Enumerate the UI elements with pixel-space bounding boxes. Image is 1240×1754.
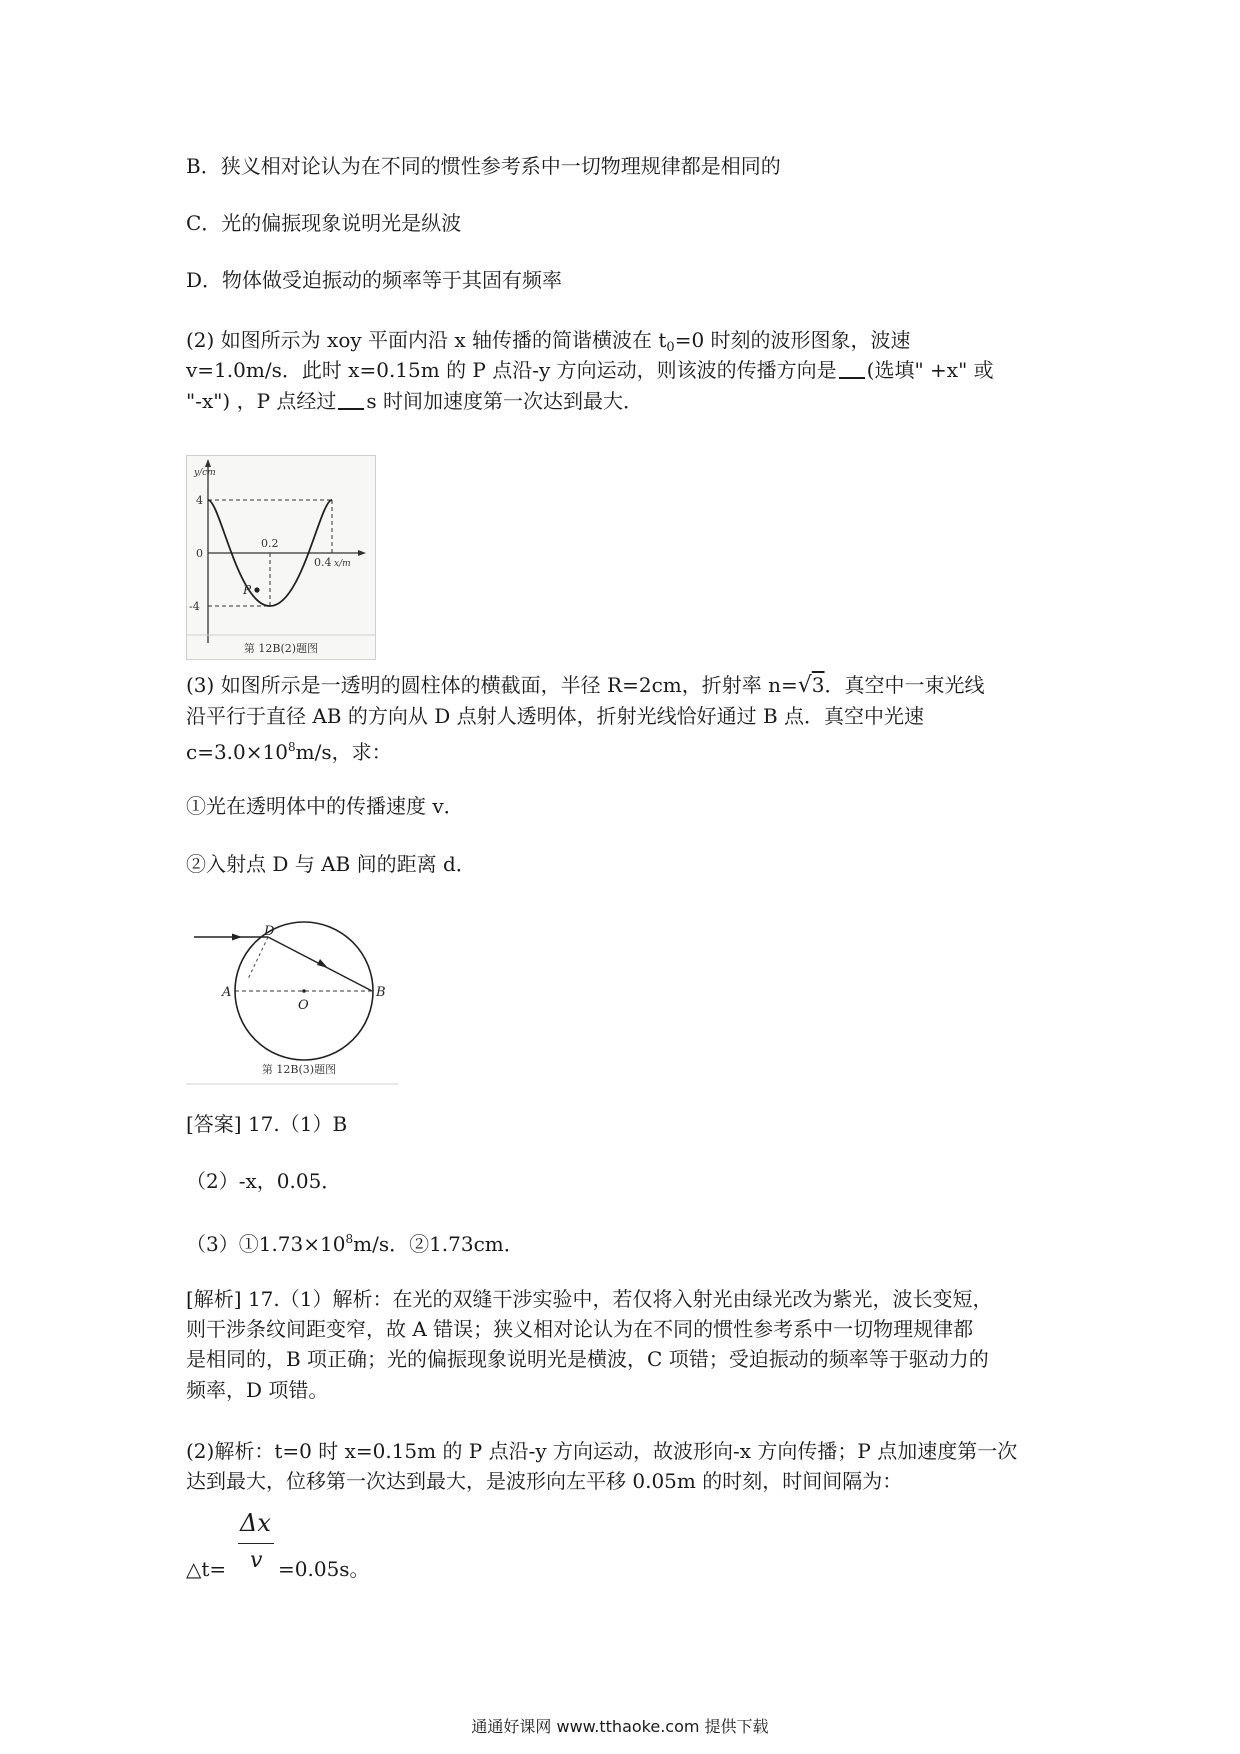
answer-blank bbox=[338, 390, 364, 410]
analysis-p1-line3: 是相同的，B 项正确；光的偏振现象说明光是横波，C 项错；受迫振动的频率等于驱动力的 bbox=[186, 1347, 989, 1371]
label-a: A bbox=[222, 985, 232, 1000]
analysis-p1-line2: 则干涉条纹间距变窄，故 A 错误；狭义相对论认为在不同的惯性参考系中一切物理规律都 bbox=[186, 1317, 974, 1341]
q2-line2: v=1.0m/s．此时 x=0.15m 的 P 点沿-y 方向运动，则该波的传播方向是 (选填" +x" 或 bbox=[186, 358, 994, 382]
label-d: D bbox=[264, 924, 275, 939]
q3-item1: ①光在透明体中的传播速度 v． bbox=[186, 794, 464, 818]
q2-line3: "-x") ，P 点经过 s 时间加速度第一次达到最大． bbox=[186, 389, 644, 413]
q3-line3: $c=3.0\times 10^8m/s$，求： bbox=[186, 740, 392, 764]
figure-caption: 第 12B(2)题图 bbox=[243, 642, 319, 655]
analysis-p2-line2: 达到最大，位移第一次达到最大，是波形向左平移 0.05m 的时刻，时间间隔为： bbox=[186, 1469, 903, 1493]
formula-result: =0.05s。 bbox=[278, 1557, 370, 1581]
q3-item2: ②入射点 D 与 AB 间的距离 d． bbox=[186, 852, 476, 876]
answer-blank bbox=[839, 359, 865, 379]
point-p-marker bbox=[254, 587, 259, 592]
y-axis-label: y/cm bbox=[194, 468, 216, 478]
label-o: O bbox=[298, 998, 309, 1013]
answer-line2: （2）-x，0.05． bbox=[186, 1169, 342, 1193]
formula-denominator: v bbox=[250, 1548, 263, 1573]
option-c: C．光的偏振现象说明光是纵波 bbox=[186, 211, 462, 235]
sqrt-sign: √ bbox=[797, 673, 812, 698]
answer-line1: [答案] 17.（1）B bbox=[186, 1112, 348, 1136]
tick-4: 4 bbox=[196, 494, 203, 507]
analysis-p1-line4: 频率，D 项错。 bbox=[186, 1378, 329, 1402]
tick-0-2: 0.2 bbox=[261, 537, 279, 550]
option-b: B．狭义相对论认为在不同的惯性参考系中一切物理规律都是相同的 bbox=[186, 154, 781, 178]
circle-figure bbox=[186, 905, 401, 1095]
analysis-p2-line1: (2)解析：t=0 时 x=0.15m 的 P 点沿-y 方向运动，故波形向-x 方向传播；P 点加速度第一次 bbox=[186, 1439, 1018, 1463]
formula-numerator: Δx bbox=[240, 1509, 271, 1537]
wave-figure bbox=[186, 455, 376, 660]
formula-prefix: △t= bbox=[186, 1557, 227, 1581]
tick-0: 0 bbox=[196, 547, 203, 560]
x-axis-label: x/m bbox=[334, 559, 351, 569]
footer: 通通好课网 www.tthaoke.com 提供下载 bbox=[471, 1717, 769, 1736]
fraction-bar bbox=[238, 1543, 274, 1544]
q3-line2: 沿平行于直径 AB 的方向从 D 点射人透明体，折射光线恰好通过 B 点．真空中光速 bbox=[186, 704, 925, 728]
q3-line1: (3) 如图所示是一透明的圆柱体的横截面，半径 R=2cm，折射率 n=√3．真空中一束光线 bbox=[186, 673, 985, 698]
option-d: D．物体做受迫振动的频率等于其固有频率 bbox=[186, 268, 563, 292]
answer-line3: $(3)①1.73\times 10^8m/s$．②1.73cm． bbox=[186, 1232, 524, 1256]
tick-minus-4: -4 bbox=[189, 600, 200, 613]
q2-line1: (2) 如图所示为 xoy 平面内沿 x 轴传播的简谐横波在 $t_0=0$ 时刻的波形图象，波速 bbox=[186, 328, 911, 355]
figure-caption: 第 12B(3)题图 bbox=[261, 1063, 337, 1076]
analysis-p1-line1: [解析] 17.（1）解析：在光的双缝干涉实验中，若仅将入射光由绿光改为紫光，波长变短， bbox=[186, 1287, 993, 1311]
tick-0-4: 0.4 bbox=[314, 556, 332, 569]
point-p-label: P bbox=[243, 583, 252, 597]
label-b: B bbox=[376, 985, 386, 1000]
